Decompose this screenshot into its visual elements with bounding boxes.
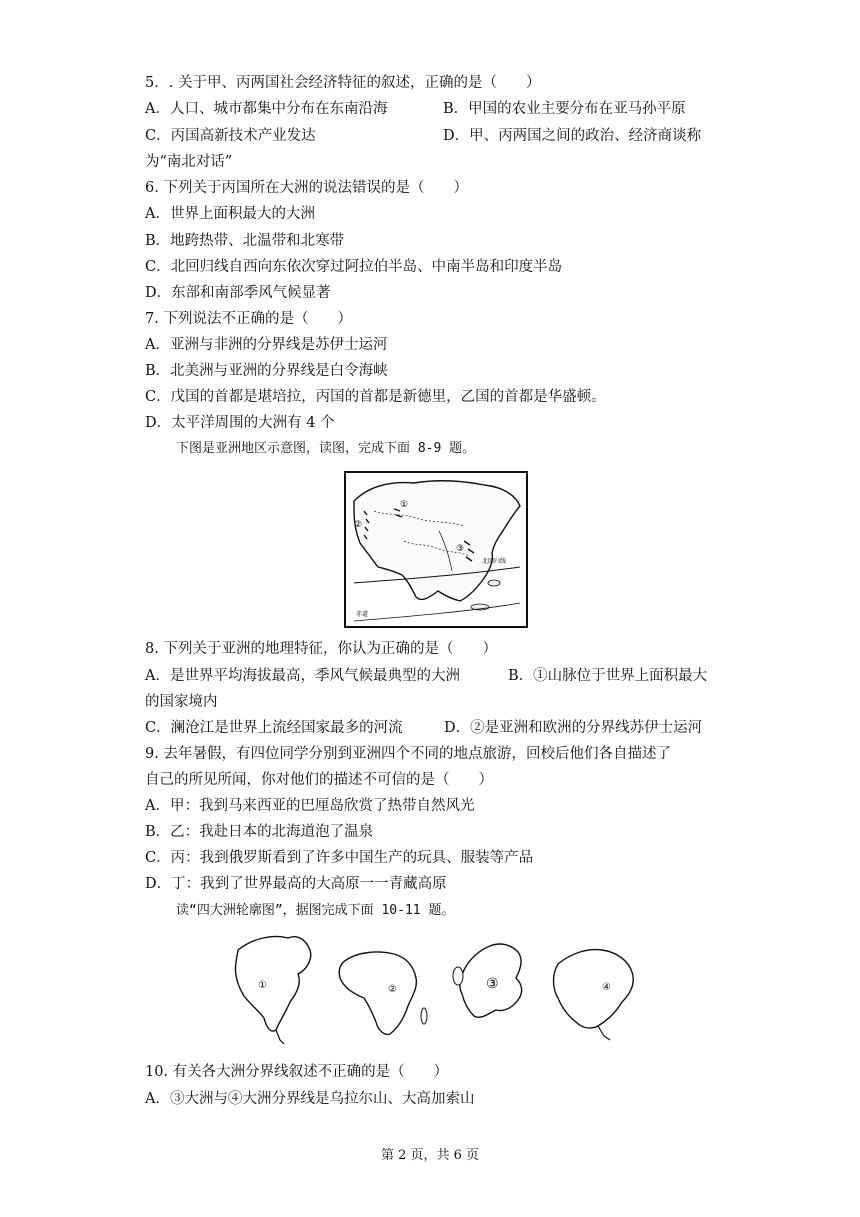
asia-map [344, 471, 528, 628]
question-5-option-d: D．甲、丙两国之间的政治、经济商谈称 [443, 128, 702, 144]
page-footer: 第 2 页，共 6 页 [380, 1148, 480, 1163]
question-7-option-c: C．戊国的首都是堪培拉，丙国的首都是新德里，乙国的首都是华盛顿。 [145, 389, 606, 405]
question-5-option-c: C．丙国高新技术产业发达 [145, 128, 316, 144]
central-america-outline [276, 1030, 284, 1044]
question-8-option-b: B．①山脉位于世界上面积最大 [508, 668, 708, 684]
label-tropic-of-cancer: 北回归线 [482, 558, 507, 565]
question-6-option-c: C．北回归线自西向东依次穿过阿拉伯半岛、中南半岛和印度半岛 [145, 259, 563, 275]
question-5-stem: 5．. 关于甲、丙两国社会经济特征的叙述，正确的是（ ） [145, 75, 541, 91]
question-9-option-d: D．丁：我到了世界最高的大高原一一青藏高原 [145, 876, 447, 892]
madagascar-outline [421, 1008, 427, 1024]
question-8-option-d: D．②是亚洲和欧洲的分界线苏伊士运河 [444, 720, 703, 736]
question-5-option-d-continued: 为“南北对话” [145, 154, 233, 170]
question-9-option-c: C．丙：我到俄罗斯看到了许多中国生产的玩具、服装等产品 [145, 850, 534, 866]
continent-marker-3: ③ [486, 976, 499, 992]
question-9-option-a: A．甲：我到马来西亚的巴厘岛欣赏了热带自然风光 [145, 798, 475, 814]
marker-3: ③ [456, 544, 465, 554]
question-5-option-b: B．甲国的农业主要分布在亚马孙平原 [443, 101, 686, 117]
question-8-stem: 8. 下列关于亚洲的地理特征，你认为正确的是（ ） [145, 641, 497, 657]
question-6-stem: 6. 下列关于丙国所在大洲的说法错误的是（ ） [145, 180, 468, 196]
question-6-option-a: A．世界上面积最大的大洲 [145, 206, 315, 222]
continent-africa-outline [339, 952, 416, 1034]
question-7-option-d: D．太平洋周围的大洲有 4 个 [145, 415, 335, 431]
question-8-option-a: A．是世界平均海拔最高，季风气候最典型的大洲 [145, 668, 460, 684]
four-continents-map [218, 930, 638, 1050]
question-9-stem-continued: 自己的所见所闻，你对他们的描述不可信的是（ ） [145, 772, 493, 788]
question-6-option-b: B．地跨热带、北温带和北寒带 [145, 233, 345, 249]
intro-questions-10-11: 读“四大洲轮廓图”，据图完成下面 10-11 题。 [176, 903, 455, 918]
question-7-option-a: A．亚洲与非洲的分界线是苏伊士运河 [145, 337, 388, 353]
question-9-option-b: B．乙：我赴日本的北海道泡了温泉 [145, 824, 374, 840]
marker-2: ② [354, 520, 363, 530]
intro-questions-8-9: 下图是亚洲地区示意图，读图，完成下面 8-9 题。 [176, 441, 476, 456]
question-10-stem: 10. 有关各大洲分界线叙述不正确的是（ ） [145, 1064, 449, 1080]
question-6-option-d: D．东部和南部季风气候显著 [145, 285, 331, 301]
label-equator: 赤道 [356, 611, 369, 618]
question-7-stem: 7. 下列说法不正确的是（ ） [145, 311, 352, 327]
question-9-stem: 9. 去年暑假，有四位同学分别到亚洲四个不同的地点旅游，回校后他们各自描述了 [145, 746, 671, 762]
continent-marker-4: ④ [602, 982, 611, 993]
continent-north-america-outline [235, 937, 310, 1032]
question-7-option-b: B．北美洲与亚洲的分界线是白令海峡 [145, 363, 388, 379]
question-10-option-a: A．③大洲与④大洲分界线是乌拉尔山、大高加索山 [145, 1091, 475, 1107]
marker-1: ① [400, 500, 409, 510]
british-isles-outline [453, 967, 463, 985]
question-8-option-c: C．澜沧江是世界上流经国家最多的河流 [145, 720, 403, 736]
question-5-option-a: A．人口、城市都集中分布在东南沿海 [145, 101, 388, 117]
question-8-option-b-continued: 的国家境内 [145, 694, 218, 710]
southeast-asia-outline [598, 1026, 610, 1040]
continent-asia-outline [554, 950, 634, 1028]
island [488, 580, 500, 586]
continent-marker-2: ② [388, 984, 397, 995]
continent-marker-1: ① [258, 980, 267, 991]
